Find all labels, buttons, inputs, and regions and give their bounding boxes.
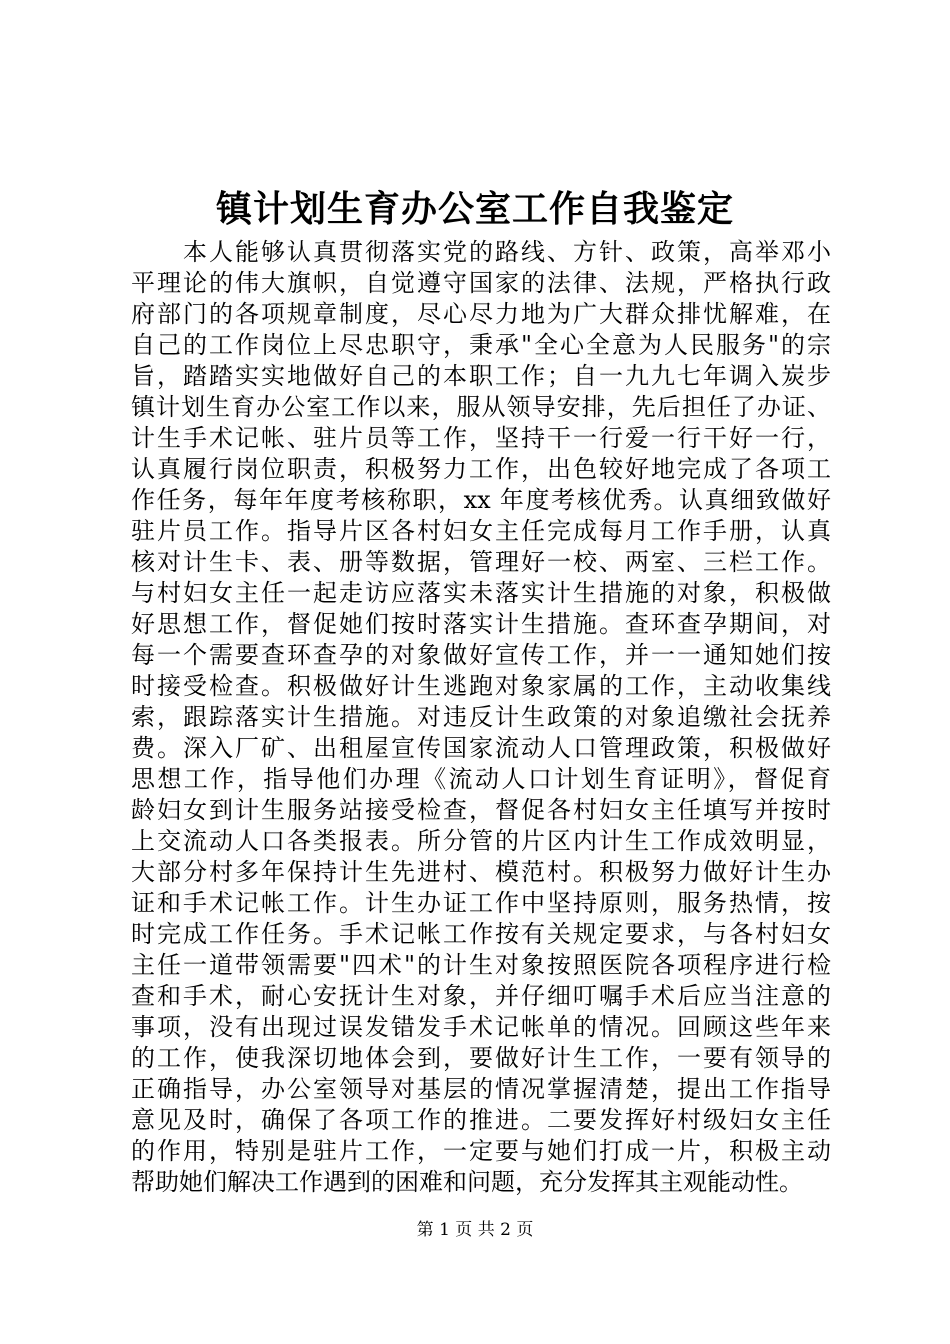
body-line: 核对计生卡、表、册等数据，管理好一校、两室、三栏工作。 — [131, 548, 831, 576]
body-line: 时完成工作任务。手术记帐工作按有关规定要求，与各村妇女 — [131, 920, 831, 948]
body-line: 作任务，每年年度考核称职，xx 年度考核优秀。认真细致做好 — [131, 486, 831, 514]
body-line: 每一个需要查环查孕的对象做好宣传工作，并一一通知她们按 — [131, 641, 831, 669]
body-line: 旨，踏踏实实地做好自己的本职工作；自一九九七年调入炭步 — [131, 362, 831, 390]
body-line: 思想工作，指导他们办理《流动人口计划生育证明》，督促育 — [131, 765, 831, 793]
body-line: 费。深入厂矿、出租屋宣传国家流动人口管理政策，积极做好 — [131, 734, 831, 762]
body-line: 大部分村多年保持计生先进村、模范村。积极努力做好计生办 — [131, 858, 831, 886]
body-line: 平理论的伟大旗帜，自觉遵守国家的法律、法规，严格执行政 — [131, 269, 831, 297]
body-line: 意见及时，确保了各项工作的推进。二要发挥好村级妇女主任 — [131, 1106, 831, 1134]
body-line: 自己的工作岗位上尽忠职守，秉承"全心全意为人民服务"的宗 — [131, 331, 831, 359]
document-title: 镇计划生育办公室工作自我鉴定 — [215, 188, 734, 230]
body-line: 主任一道带领需要"四术"的计生对象按照医院各项程序进行检 — [131, 951, 831, 979]
body-line: 证和手术记帐工作。计生办证工作中坚持原则，服务热情，按 — [131, 889, 831, 917]
body-line: 计生手术记帐、驻片员等工作，坚持干一行爱一行干好一行， — [131, 424, 831, 452]
body-line: 好思想工作，督促她们按时落实计生措施。查环查孕期间，对 — [131, 610, 831, 638]
body-line: 的工作，使我深切地体会到，要做好计生工作，一要有领导的 — [131, 1044, 831, 1072]
body-line: 认真履行岗位职责，积极努力工作，出色较好地完成了各项工 — [131, 455, 831, 483]
body-line: 镇计划生育办公室工作以来，服从领导安排，先后担任了办证、 — [131, 393, 831, 421]
body-line: 本人能够认真贯彻落实党的路线、方针、政策，高举邓小 — [131, 238, 831, 266]
body-line: 的作用，特别是驻片工作，一定要与她们打成一片，积极主动 — [131, 1137, 831, 1165]
body-line: 上交流动人口各类报表。所分管的片区内计生工作成效明显， — [131, 827, 831, 855]
body-line: 时接受检查。积极做好计生逃跑对象家属的工作，主动收集线 — [131, 672, 831, 700]
body-line: 与村妇女主任一起走访应落实未落实计生措施的对象，积极做 — [131, 579, 831, 607]
document-body — [131, 237, 831, 1198]
body-line: 龄妇女到计生服务站接受检查，督促各村妇女主任填写并按时 — [131, 796, 831, 824]
page-footer: 第 1 页 共 2 页 — [416, 1220, 534, 1240]
body-line: 府部门的各项规章制度，尽心尽力地为广大群众排忧解难，在 — [131, 300, 831, 328]
body-line: 驻片员工作。指导片区各村妇女主任完成每月工作手册，认真 — [131, 517, 831, 545]
body-line: 索，跟踪落实计生措施。对违反计生政策的对象追缴社会抚养 — [131, 703, 831, 731]
body-line: 事项，没有出现过误发错发手术记帐单的情况。回顾这些年来 — [131, 1013, 831, 1041]
body-line: 查和手术，耐心安抚计生对象，并仔细叮嘱手术后应当注意的 — [131, 982, 831, 1010]
body-line: 正确指导，办公室领导对基层的情况掌握清楚，提出工作指导 — [131, 1075, 831, 1103]
body-line: 帮助她们解决工作遇到的困难和问题，充分发挥其主观能动性。 — [131, 1168, 803, 1196]
